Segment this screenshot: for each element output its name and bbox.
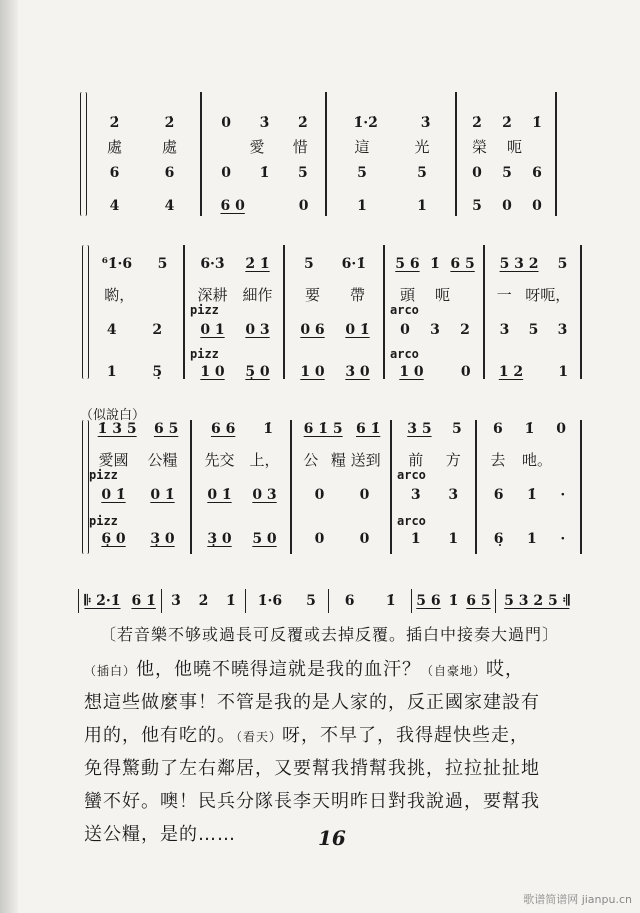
note: 0: [314, 487, 325, 503]
note: 5 3 2 5 𝄇: [504, 593, 570, 609]
note: 0 1̇: [207, 487, 232, 503]
note: 1̇: [448, 593, 459, 609]
bar-line: [290, 420, 292, 554]
note: 0 1̇: [345, 322, 370, 338]
notes-cell: [462, 164, 552, 182]
note: 6 5: [466, 593, 491, 609]
note: 2: [152, 322, 163, 338]
articulation-mark: [89, 466, 187, 484]
notes-cell: [482, 530, 577, 548]
note: 2̇: [472, 115, 482, 131]
dialogue-text: 他，他曉不曉得這就是我的血汗？: [136, 659, 422, 680]
page-number: 16: [318, 826, 346, 850]
technique-label: arco: [397, 468, 426, 482]
notes-cell: [490, 363, 577, 381]
notes-cell: [297, 530, 387, 548]
lyric: 去: [490, 450, 506, 469]
note: 1̇: [527, 487, 537, 503]
note: 0: [472, 165, 482, 181]
note: 5: [528, 322, 539, 338]
note: 6 1̇: [355, 421, 381, 437]
dialogue-text: 呀，不早了，我得趕快些走，: [282, 725, 530, 746]
lyric: 呀呃，: [525, 285, 571, 304]
articulation-mark: [397, 512, 472, 530]
note: 0 6: [300, 322, 325, 338]
note: 3̇: [171, 593, 181, 609]
lyric: 呃: [506, 137, 522, 156]
note: 3 5: [407, 421, 432, 437]
notes-cell: [390, 255, 480, 273]
lyric: 頭: [399, 285, 415, 304]
note: 6 5: [450, 256, 475, 272]
technique-label: pizz: [190, 303, 219, 317]
note: 1 0: [300, 364, 325, 380]
articulation-mark: [190, 345, 280, 363]
lyric: 愛: [249, 137, 265, 156]
bar-line: [82, 245, 89, 379]
bar-line: [190, 420, 192, 554]
lyric-cell: [297, 450, 387, 468]
notes-cell: [89, 486, 187, 504]
section-label: （似說白）: [80, 408, 146, 423]
note: 5: [306, 593, 316, 609]
note: 0: [532, 198, 542, 214]
lyric: 惜: [292, 137, 308, 156]
technique-label: pizz: [89, 514, 118, 528]
articulation-mark: [190, 301, 280, 319]
score-system: [0, 245, 640, 385]
lyric: 先交: [204, 450, 235, 469]
note: 0 1̇: [150, 487, 175, 503]
note: 5 0: [252, 531, 277, 547]
note: 2̇: [164, 115, 175, 131]
notes-cell: [390, 321, 480, 339]
lyric: 細作: [242, 285, 273, 304]
technique-label: arco: [397, 514, 426, 528]
lyric-cell: [490, 285, 577, 303]
note: 2̇: [502, 115, 512, 131]
technique-label: arco: [390, 303, 419, 317]
note: 6: [492, 421, 503, 437]
note: 3̇: [420, 115, 431, 131]
notes-cell: [197, 530, 287, 548]
note: 1̇ 3 5: [97, 421, 137, 437]
note: 6: [532, 165, 542, 181]
note: 5: [502, 165, 512, 181]
lyric: 方: [445, 450, 461, 469]
note: 1: [357, 198, 367, 214]
note: 1̇: [226, 593, 236, 609]
note: 5̣ 0: [245, 364, 270, 380]
lyric-cell: [462, 137, 552, 155]
dialogue-line-5: 蠻不好。噢！民兵分隊長李天明昨日對我說過，要幫我: [84, 791, 540, 812]
notes-cell: [89, 530, 187, 548]
note: 4: [106, 322, 117, 338]
note: 1: [106, 364, 117, 380]
articulation-mark: [390, 345, 480, 363]
note: 2: [460, 322, 470, 338]
notes-cell: [332, 197, 452, 215]
bar-line: [383, 245, 385, 379]
stage-direction: （插白）: [84, 664, 137, 678]
notes-cell: [207, 164, 322, 182]
notes-cell: [89, 420, 187, 438]
bar-line: [325, 92, 327, 216]
score-system: [0, 408, 640, 560]
bar-line: [82, 420, 89, 554]
dialogue-line-6: 送公糧，是的……: [84, 824, 236, 845]
articulation-mark: [397, 466, 472, 484]
note: 0: [502, 198, 512, 214]
note: 5: [417, 165, 427, 181]
note: 0: [298, 198, 309, 214]
lyric: 公: [303, 450, 319, 469]
note: 𝄆 2̇·1̇: [84, 593, 121, 609]
notes-cell: [207, 114, 322, 132]
note: 6 5: [153, 421, 179, 437]
note: 0: [556, 421, 567, 437]
note: 5 3 2: [499, 256, 539, 272]
note: 0 3: [245, 322, 270, 338]
repeat-melody-line: [78, 588, 578, 614]
dialogue-line-4: 免得驚動了左右鄰居，又要幫我揹幫我挑，拉拉扯扯地: [84, 758, 540, 779]
note: 0: [221, 115, 232, 131]
note: 1 0: [200, 364, 225, 380]
notes-cell: [207, 197, 322, 215]
notes-cell: [482, 486, 577, 504]
bar-line: [283, 245, 285, 379]
note: 0: [221, 165, 232, 181]
notes-cell: [490, 321, 577, 339]
note: 6̣: [493, 531, 504, 547]
note: 6·3̇: [200, 256, 225, 272]
lyric: 帶: [349, 285, 365, 304]
note: 0 1̇: [101, 487, 126, 503]
note: 2̇: [198, 593, 209, 609]
note: 5: [557, 256, 568, 272]
note: 4: [109, 198, 120, 214]
note: 3: [410, 487, 421, 503]
note: 5: [472, 198, 482, 214]
repeat-measure: [495, 589, 578, 613]
note: 6 0: [220, 198, 245, 214]
note: 3: [448, 487, 459, 503]
dialogue-text: 用的，他有吃的。: [84, 725, 236, 746]
bar-line: [455, 92, 457, 216]
performance-note: 〔若音樂不够或過長可反覆或去掉反覆。插白中接奏大過門〕: [100, 625, 560, 644]
notes-cell: [490, 255, 577, 273]
note: 1: [417, 198, 427, 214]
bar-line: [555, 92, 557, 216]
repeat-measure: [245, 589, 328, 613]
lyric: 上，: [249, 450, 280, 469]
notes-cell: [462, 114, 552, 132]
note: 1̇·6: [257, 593, 283, 609]
notes-cell: [332, 164, 452, 182]
note: 0: [400, 322, 410, 338]
bar-line: [80, 92, 87, 216]
lyric: 榮: [471, 137, 487, 156]
note: 1: [448, 531, 459, 547]
note: 1̇: [532, 115, 542, 131]
note: 1: [410, 531, 421, 547]
notes-cell: [89, 255, 180, 273]
notes-cell: [197, 486, 287, 504]
note: 1̇: [524, 421, 535, 437]
lyric: 喲，: [104, 285, 135, 304]
lyric: 光: [414, 137, 430, 156]
lyric: 處: [161, 137, 177, 156]
technique-label: arco: [390, 347, 419, 361]
note: 5: [157, 256, 168, 272]
notes-cell: [87, 164, 197, 182]
note: 0: [460, 364, 471, 380]
note: 5: [297, 165, 308, 181]
note: 2̇: [297, 115, 308, 131]
lyric: 深耕: [197, 285, 228, 304]
notes-cell: [290, 363, 380, 381]
bar-line: [390, 420, 392, 554]
note: 3̣ 0: [150, 531, 175, 547]
technique-label: pizz: [89, 468, 118, 482]
notes-cell: [390, 363, 480, 381]
notes-cell: [397, 486, 472, 504]
notes-cell: [89, 321, 180, 339]
notes-cell: [397, 420, 472, 438]
note: 5̣: [152, 364, 163, 380]
note: 1 2: [498, 364, 524, 380]
lyric: 公糧: [147, 450, 178, 469]
lyric: 要: [304, 285, 320, 304]
lyric: 這: [354, 137, 370, 156]
note: 6: [109, 165, 120, 181]
note: 1: [558, 364, 569, 380]
notes-cell: [462, 197, 552, 215]
note: 3: [499, 322, 510, 338]
note: 5 6: [395, 256, 420, 272]
note: 1̇: [385, 593, 396, 609]
lyric-cell: [290, 285, 380, 303]
articulation-mark: [390, 301, 480, 319]
note: 6 1̇: [131, 593, 156, 609]
lyric: 前: [408, 450, 424, 469]
lyric-cell: [197, 450, 287, 468]
note: 6 6: [210, 421, 236, 437]
repeat-measure: [161, 589, 244, 613]
bar-line: [580, 245, 582, 379]
note: 5: [452, 421, 462, 437]
notes-cell: [332, 114, 452, 132]
notes-cell: [89, 363, 180, 381]
lyric: 愛國: [98, 450, 129, 469]
note: 6̣ 0: [101, 531, 126, 547]
note: 6: [344, 593, 355, 609]
note: 2̇: [109, 115, 120, 131]
note: 6: [164, 165, 175, 181]
note: 3: [557, 322, 568, 338]
lyric-cell: [87, 137, 197, 155]
stage-direction: （自豪地）: [421, 664, 487, 678]
notes-cell: [190, 321, 280, 339]
dialogue-text: 哎，: [486, 659, 525, 680]
lyric-cell: [482, 450, 577, 468]
watermark: 歌谱简谱网 jianpu.cn: [523, 893, 632, 906]
notes-cell: [397, 530, 472, 548]
bar-line: [483, 245, 485, 379]
note: 3: [430, 322, 440, 338]
notes-cell: [197, 420, 287, 438]
lyric: 糧 送到: [330, 450, 381, 469]
note: 2̇ 1̇: [245, 256, 270, 272]
note: 0: [314, 531, 325, 547]
note: 0: [359, 531, 370, 547]
note: ⁶1̇·6: [101, 256, 133, 272]
notes-cell: [190, 255, 280, 273]
note: 1̇·2̇: [353, 115, 378, 131]
lyric: 吔。: [522, 450, 553, 469]
notes-cell: [297, 420, 387, 438]
notes-cell: [87, 114, 197, 132]
notes-cell: [290, 255, 380, 273]
note: 3̇: [259, 115, 270, 131]
note: 1̇: [430, 256, 440, 272]
articulation-mark: [89, 512, 187, 530]
bar-line: [580, 420, 582, 554]
note: 6 1̇ 5: [303, 421, 343, 437]
notes-cell: [190, 363, 280, 381]
stage-direction: （看天）: [236, 730, 283, 744]
notes-cell: [290, 321, 380, 339]
bar-line: [200, 92, 202, 216]
lyric-cell: [207, 137, 322, 155]
lyric-cell: [332, 137, 452, 155]
note: 1̇: [263, 421, 274, 437]
note: 6: [493, 487, 504, 503]
dialogue-line-2: 想這些做麼事！不管是我的是人家的，反正國家建設有: [84, 692, 540, 713]
repeat-measure: [78, 589, 161, 613]
score-system: [0, 92, 640, 222]
technique-label: pizz: [190, 347, 219, 361]
note: 6·1̇: [341, 256, 367, 272]
note: 1 0: [399, 364, 424, 380]
bar-line: [183, 245, 185, 379]
note: 0 3: [252, 487, 277, 503]
bar-line: [475, 420, 477, 554]
dialogue-line-1: [84, 655, 524, 681]
note: 0 1: [200, 322, 225, 338]
repeat-measure: [411, 589, 494, 613]
repeat-measure: [328, 589, 411, 613]
note: 3 0: [345, 364, 370, 380]
note: 1: [527, 531, 537, 547]
notes-cell: [482, 420, 577, 438]
note: 5 6: [416, 593, 441, 609]
note: ·: [560, 487, 566, 503]
note: 1̇: [259, 165, 270, 181]
lyric: 一: [496, 285, 512, 304]
dialogue-line-3: [84, 721, 529, 747]
note: 4: [164, 198, 175, 214]
lyric: 呃: [434, 285, 450, 304]
notes-cell: [297, 486, 387, 504]
note: ·: [560, 531, 566, 547]
note: 5: [303, 256, 314, 272]
note: 0: [359, 487, 370, 503]
note: 3̣ 0: [207, 531, 232, 547]
note: 5: [357, 165, 367, 181]
notes-cell: [87, 197, 197, 215]
lyric: 處: [106, 137, 122, 156]
lyric-cell: [89, 285, 180, 303]
